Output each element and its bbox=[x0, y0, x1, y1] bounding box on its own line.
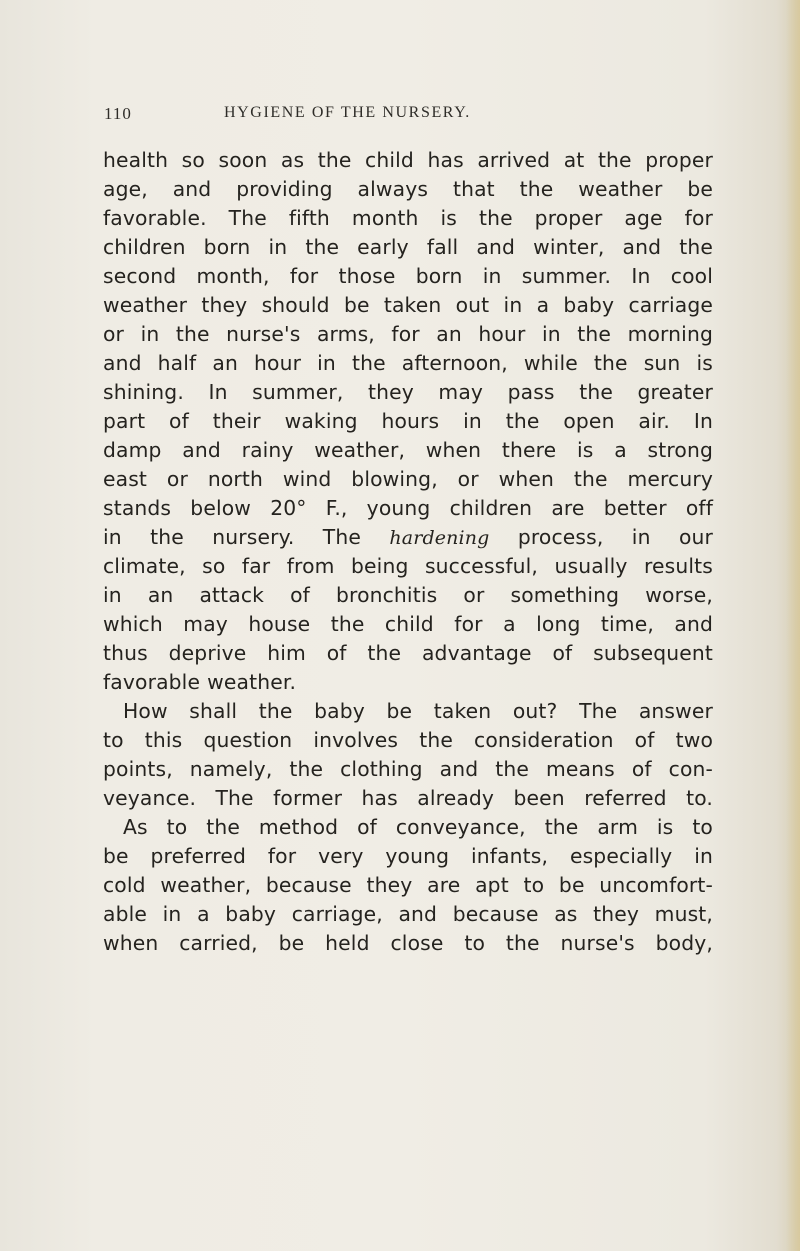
text-line: and half an hour in the afternoon, while the sun is bbox=[103, 351, 713, 375]
page-header bbox=[102, 104, 714, 128]
text-line: damp and rainy weather, when there is a strong bbox=[103, 438, 713, 462]
text-line: How shall the baby be taken out? The answer bbox=[123, 699, 713, 723]
text-line: veyance. The former has already been referred to. bbox=[103, 786, 713, 810]
text-line: favorable. The fifth month is the proper age for bbox=[103, 206, 713, 230]
page-number: 110 bbox=[104, 104, 132, 123]
text-line: shining. In summer, they may pass the greater bbox=[103, 380, 713, 404]
page-edge-stain bbox=[786, 0, 800, 1251]
text-line: age, and providing always that the weather be bbox=[103, 177, 713, 201]
text-line: when carried, be held close to the nurse's body, bbox=[103, 931, 713, 955]
text-line: favorable weather. bbox=[103, 670, 297, 694]
text-line: weather they should be taken out in a baby carriage bbox=[103, 293, 713, 317]
text-line: second month, for those born in summer. In cool bbox=[103, 264, 713, 288]
text-line: children born in the early fall and winter, and the bbox=[103, 235, 713, 259]
text-line: thus deprive him of the advantage of subsequent bbox=[103, 641, 713, 665]
text-line: cold weather, because they are apt to be uncomfort- bbox=[103, 873, 713, 897]
text-line: health so soon as the child has arrived at the proper bbox=[103, 148, 713, 172]
text-line: which may house the child for a long time, and bbox=[103, 612, 713, 636]
text-line: be preferred for very young infants, especially in bbox=[103, 844, 713, 868]
body-text bbox=[103, 146, 713, 958]
emphasized-word: hardening bbox=[389, 527, 490, 549]
text-line: part of their waking hours in the open air. In bbox=[103, 409, 713, 433]
text-line: points, namely, the clothing and the means of con- bbox=[103, 757, 713, 781]
text-line: east or north wind blowing, or when the mercury bbox=[103, 467, 713, 491]
text-line: in an attack of bronchitis or something worse, bbox=[103, 583, 713, 607]
text-line: climate, so far from being successful, usually results bbox=[103, 554, 713, 578]
line-text-after: process, in our bbox=[489, 525, 714, 549]
text-line-with-emphasis bbox=[103, 523, 713, 552]
line-text-before: in the nursery. The bbox=[103, 525, 390, 549]
text-line: to this question involves the consideration of two bbox=[103, 728, 713, 752]
running-head: HYGIENE OF THE NURSERY. bbox=[224, 104, 471, 121]
text-line: stands below 20° F., young children are better off bbox=[103, 496, 713, 520]
text-line: As to the method of conveyance, the arm is to bbox=[123, 815, 713, 839]
text-line: or in the nurse's arms, for an hour in the morning bbox=[103, 322, 713, 346]
text-line: able in a baby carriage, and because as they must, bbox=[103, 902, 713, 926]
